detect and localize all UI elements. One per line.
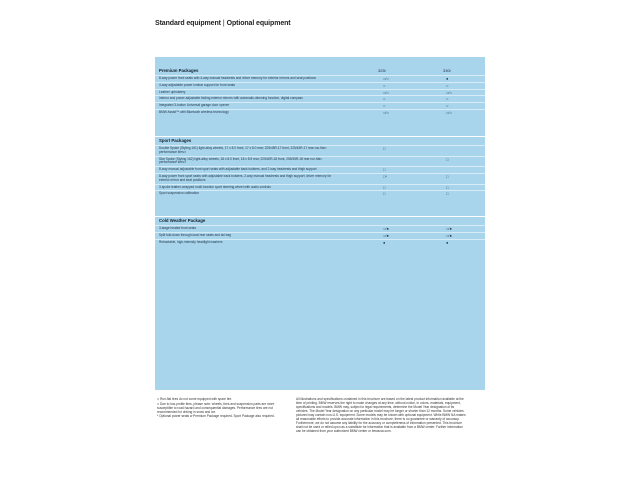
availability-330i: □	[446, 173, 449, 179]
row-description: Integrated 3-button Universal garage-door opener	[159, 103, 230, 108]
row-description: BMW Assist™ with Bluetooth wireless technology	[159, 109, 229, 114]
availability-325i: ○/○	[383, 76, 389, 81]
availability-330i: ○/●	[446, 232, 452, 238]
availability-325i: ○	[383, 96, 386, 102]
table-row	[155, 190, 485, 197]
availability-330i: ○	[446, 82, 449, 88]
column-header-330i: 330i	[443, 68, 451, 73]
row-description: 3-stage heated front seats	[159, 226, 197, 230]
row-description: 8-way power front sport seats with adjustable back bolsters, 2-way manual headrests and thigh support; driver memory for exterior mirror and seat positions	[159, 173, 332, 182]
table-row	[155, 156, 485, 167]
table-row	[155, 232, 485, 239]
section-title: Premium Packages	[159, 68, 199, 73]
availability-330i: ○	[446, 96, 449, 102]
row-description: Double Spoke (Styling 161) light-alloy wheels, 17 x 8.0 front, 17 x 8.0 rear; 225/45R-17 front, 225/45R-17 rear run-flat¹¹ performance tires¹²	[159, 146, 327, 154]
title-separator: |	[222, 20, 225, 27]
availability-330i: ○/○	[446, 109, 452, 115]
section-premium-packages	[155, 67, 485, 116]
table-row	[155, 89, 485, 96]
availability-330i: □	[446, 156, 449, 162]
availability-325i: □*	[383, 173, 387, 179]
row-description: Split fold-down through-load rear seats and ski bag	[159, 232, 231, 237]
footnotes-left	[157, 397, 282, 419]
title-standard: Standard equipment	[155, 20, 221, 27]
footnote-runflat: ¹¹ Run-flat tires do not come equipped with spare tire.	[157, 397, 233, 401]
table-row	[155, 102, 485, 109]
availability-325i: □	[383, 184, 386, 190]
table-row	[155, 225, 485, 232]
row-description: 3-spoke leather-wrapped multi-function sport steering wheel with audio controls	[159, 184, 271, 189]
availability-325i: ○/●	[383, 226, 389, 231]
column-header-325i: 325i	[378, 68, 386, 73]
availability-325i: □	[383, 191, 386, 197]
row-description: 4-way adjustable power lumbar support for front seats	[159, 82, 236, 87]
row-description: Retractable, high-intensity headlight washers	[159, 239, 223, 244]
availability-330i: □	[446, 184, 449, 190]
availability-325i: ●	[383, 239, 386, 245]
page-title	[155, 20, 291, 27]
title-optional: Optional equipment	[226, 20, 291, 27]
table-row	[155, 75, 485, 82]
section-title: Sport Packages	[155, 136, 485, 145]
availability-330i: □	[446, 191, 449, 197]
table-row	[155, 239, 485, 246]
row-description: 8-way power front seats with 4-way manual headrests and driver memory for exterior mirrors and seat positions	[159, 76, 316, 80]
section-sport-packages	[155, 136, 485, 197]
row-description: Sport suspension calibration	[159, 191, 200, 196]
section-cold-weather-package	[155, 216, 485, 245]
availability-330i: ○	[446, 103, 449, 109]
table-row	[155, 166, 485, 173]
table-row	[155, 173, 485, 184]
availability-325i: ○	[383, 82, 386, 88]
availability-325i: ○/○	[383, 109, 389, 115]
availability-325i: □	[383, 146, 386, 151]
footnote-power-seats: * Optional power seats w Premium Package required. Sport Package also required.	[157, 414, 275, 418]
availability-325i: ○	[383, 103, 386, 109]
table-row	[155, 184, 485, 191]
table-row	[155, 109, 485, 116]
availability-330i: ○/○	[446, 89, 452, 95]
section-title: Cold Weather Package	[155, 216, 485, 225]
row-description: Leather upholstery	[159, 89, 186, 94]
legal-disclaimer: All illustrations and specifications contained in this brochure are based on the latest product information available at the time of printing. BMW reserves the right to make changes at any time, without notice, in colors, materials, equipment, specifications and models. BMW may, subject to legal requirements, determine the Model Year designation of its vehicles. The Model Year designation on any particular model may be longer or shorter than 12 months. Some vehicles pictured may contain non-U.S. equipment. Some models may be shown with optional equipment. While BMW NA makes all reasonable efforts to provide accurate information in this brochure, there is no guarantee or warranty of accuracy. Furthermore, we do not assume any liability for the accuracy or completeness of information presented. This brochure shall not be used or relied upon as a substitute for information that is available from a BMW center. Further information can be obtained from your authorized BMW center or bmwusa.com.	[296, 397, 466, 433]
table-row	[155, 95, 485, 102]
row-description: Star Spoke (Styling 162) light-alloy wheels, 18 x 8.0 front, 18 x 8.5 rear; 225/40R-18 front, 255/35R-18 rear run-flat¹¹ performance tires¹²	[159, 156, 323, 165]
availability-325i: ○/●	[383, 232, 389, 238]
availability-330i: ○/●	[446, 226, 452, 231]
availability-325i: ○/○	[383, 89, 389, 95]
row-description: Interior and power adjustable folding exterior mirrors with automatic-dimming function, digital compass	[159, 96, 303, 101]
availability-330i: ●	[446, 76, 449, 81]
footnote-low-profile-tires: ¹² Due to low-profile tires, please note: wheels, tires and suspension parts are more susceptible to road hazard and consequential damages. Performance tires are not recommended for driving in snow and ice.	[157, 401, 275, 414]
table-row	[155, 145, 485, 156]
availability-330i: ●	[446, 239, 449, 245]
row-description: 8-way manual adjustable front sport seats with adjustable back bolsters, and 2-way headrests and thigh support	[159, 167, 317, 172]
table-row	[155, 82, 485, 89]
availability-325i: □	[383, 167, 386, 173]
